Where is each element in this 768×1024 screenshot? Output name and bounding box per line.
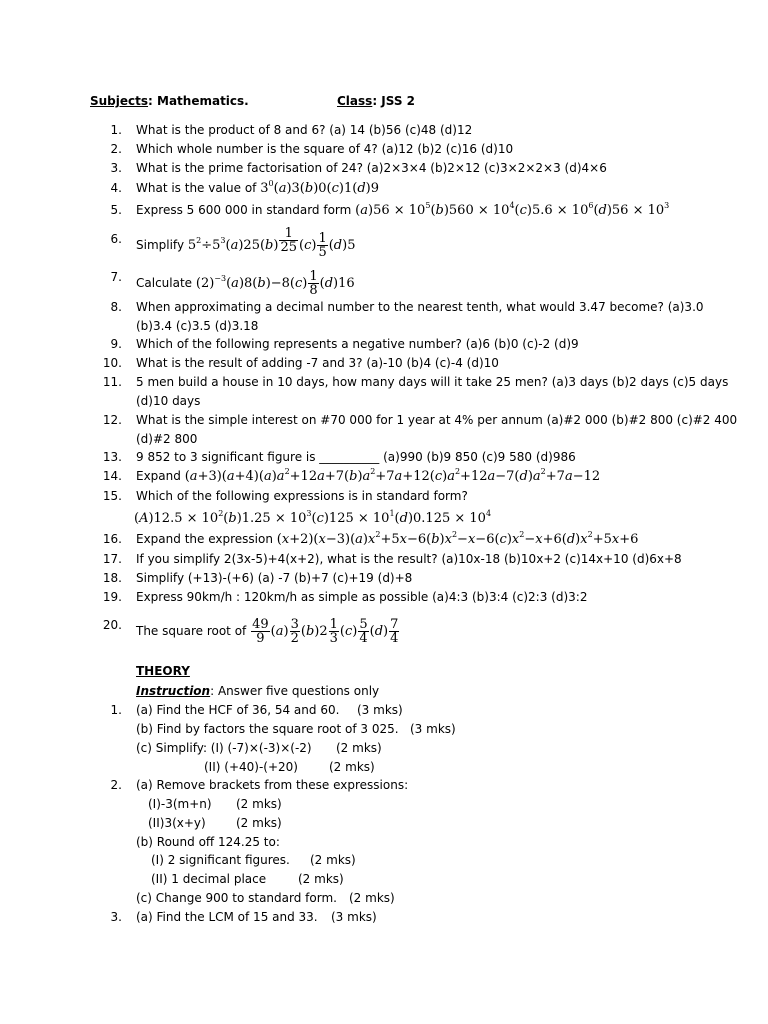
subjects-label: Subjects bbox=[90, 94, 149, 108]
math-expression: $\frac{49}{9}$ (a) $\frac{3}{2}$ (b)2 $\frac{1}{3}$ (c) $\frac{5}{4}$ (d) $\frac{7}{4}$ bbox=[252, 617, 399, 646]
math-expression: $(x+2)(x-3)(a)x^2+5x-6(b)x^2-x-6(c)x^2-x+6(d)x^2+5x+6$ bbox=[276, 530, 639, 547]
math-expression: $5^2\div 5^3(a)25(b)$ $\frac{1}{25}$ (c) $\frac{1}{5}$ (d)5 bbox=[187, 226, 356, 260]
math-expression: $3^0(a)3(b)0(c)1(d)9$ bbox=[260, 179, 380, 196]
instruction bbox=[136, 684, 379, 698]
theory-heading: THEORY bbox=[136, 664, 190, 678]
math-expression: $(a)56 \times 10^5(b)560 \times 10^4(c)5.6 \times 10^6(d)56 \times 10^3$ bbox=[355, 201, 670, 218]
class-field bbox=[337, 94, 415, 108]
subjects-value: : Mathematics. bbox=[148, 94, 249, 108]
instruction-text: : Answer five questions only bbox=[210, 684, 380, 698]
instruction-label: Instruction bbox=[136, 684, 211, 698]
class-label: Class bbox=[337, 94, 373, 108]
exam-header bbox=[90, 94, 416, 108]
exam-page: Subjects: Mathematics. Class: JSS 2 1. What is the product of 8 and 6? (a) 14 (b)56 (c)48 (d)12 2. Which whole number is the square of 4? (a)12 (b)2 (c)16 (d)10 3. What is the prime factorisation of 24? (a)2×3×4 (b)2×12 (c)3×2×2×3 (d)4×6 4. What is the value of $3^0(a)3(b)0(c)1(d)9$ 5. Express 5 600 000 in standard form $(a)56 \times 10^5(b)560 \times 10^4(c)5.6 \times 10^6(d)56 \times 10^3$ 6. Simplify $5^2\div 5^3(a)25(b)$ $\frac{1}{25}$ (c) $\frac{1}{5}$ (d)5 7. Calculate $(2)^{-3}(a)8(b)-8(c)$ $\frac{1}{8}$ (d)16 8. When approximating a decimal number to the nearest tenth, what would 3.47 become? (a)3.0 (b)3.4 (c)3.5 (d)3.18 9. Which of the following represents a negative number? (a)6 (b)0 (c)-2 (d)9 10. What is the result of adding -7 and 3? (a)-10 (b)4 (c)-4 (d)10 11. 5 men build a house in 10 days, how many days will it take 25 men? (a)3 days (b)2 days (c)5 days (d)10 days 12. What is the simple interest on #70 000 for 1 year at 4% per annum (a)#2 000 (b)#2 800 (c)#2 400 (d)#2 800 13. 9 852 to 3 significant figure is __________ (a)990 (b)9 850 (c)9 580 (d)986 14. Expand $(a+3)(a+4)(a)a^2+12a+7(b)a^2+7a+12(c)a^2+12a-7(d)a^2+7a-12$ 15. Which of the following expressions is in standard form? $(A)12.5 \times 10^2(b)1.25 \times 10^3(c)125 \times 10^1(d)0.125 \times 10^4$ 16. Expand the expression $(x+2)(x-3)(a)x^2+5x-6(b)x^2-x-6(c)x^2-x+6(d)x^2+5x+6$ 17. If you simplify 2(3x-5)+4(x+2), what is the result? (a)10x-18 (b)10x+2 (c)14x+10 (d)6x+8 18. Simplify (+13)-(+6) (a) -7 (b)+7 (c)+19 (d)+8 19. Express 90km/h : 120km/h as simple as possible (a)4:3 (b)3:4 (c)2:3 (d)3:2 20. The square root of $\frac{49}{9}$ (a) $\frac{3}{2}$ (b)2 $\frac{1}{3}$ (c) $\frac{5}{4}$ (d) $\frac{7}{4}$ THEORY Instruction: Answer five questions only 1. (a) Find the HCF of 36, 54 and 60. (3 mks) (b) Find by factors the square root of 3 025. (3 mks) (c) Simplify: (I) (-7)×(-3)×(-2) (2 mks) (II) (+40)-(+20) (2 mks) 2. (a) Remove brackets from these expressions: (I)-3(m+n) (2 mks) (II)3(x+y) (2 mks) (b) Round off 124.25 to: (I) 2 significant figures. (2 mks) (II) 1 decimal place (2 mks) (c) Change 900 to standard form. (2 mks) 3. (a) Find the LCM of 15 and 33. (3 mks) bbox=[90, 94, 738, 924]
class-value: : JSS 2 bbox=[372, 94, 416, 108]
math-expression: $(2)^{-3}(a)8(b)-8(c)$ $\frac{1}{8}$ (d)16 bbox=[195, 269, 355, 298]
math-expression: $(A)12.5 \times 10^2(b)1.25 \times 10^3(c)125 \times 10^1(d)0.125 \times 10^4$ bbox=[134, 509, 492, 526]
math-expression: $(a+3)(a+4)(a)a^2+12a+7(b)a^2+7a+12(c)a^2+12a-7(d)a^2+7a-12$ bbox=[184, 467, 601, 484]
